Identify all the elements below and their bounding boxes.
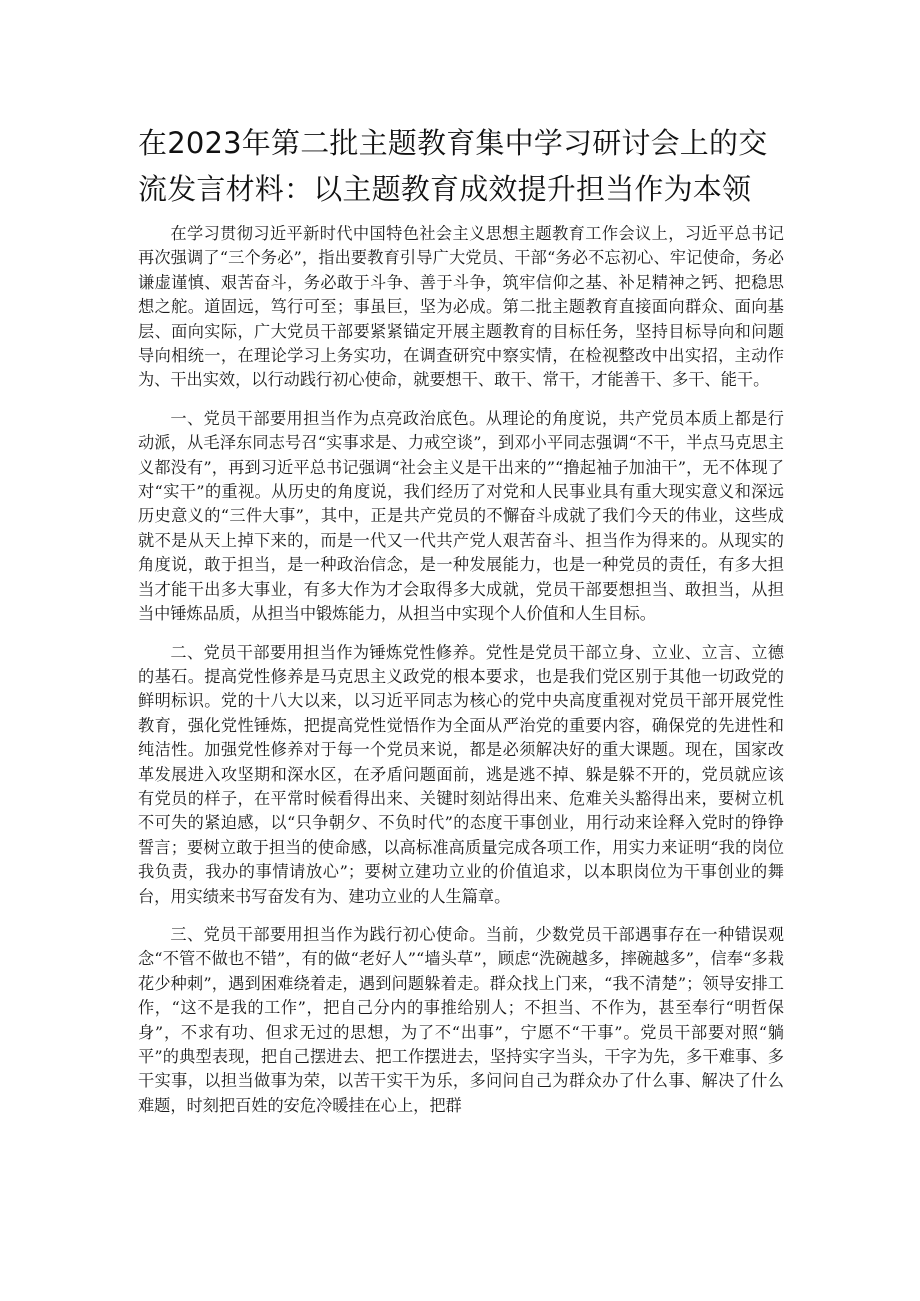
document-title: 在2023年第二批主题教育集中学习研讨会上的交流发言材料：以主题教育成效提升担当作为本领 bbox=[138, 126, 768, 206]
section-two-paragraph: 二、党员干部要用担当作为锤炼党性修养。党性是党员干部立身、立业、立言、立德的基石。提高党性修养是马克思主义政党的根本要求，也是我们党区别于其他一切政党的鲜明标识。党的十八大以来，以习近平同志为核心的党中央高度重视对党员干部开展党性教育，强化党性锤炼，把提高党性觉悟作为全面从严治党的重要内容，确保党的先进性和纯洁性。加强党性修养对于每一个党员来说，都是必须解决好的重大课题。现在，国家改革发展进入攻坚期和深水区，在矛盾问题面前，逃是逃不掉、躲是躲不开的，党员就应该有党员的样子，在平常时候看得出来、关键时刻站得出来、危难关头豁得出来，要树立机不可失的紧迫感，以“只争朝夕、不负时代”的态度干事创业，用行动来诠释入党时的铮铮誓言；要树立敢于担当的使命感，以高标准高质量完成各项工作，用实力来证明“我的岗位我负责，我办的事情请放心”；要树立建功立业的价值追求，以本职岗位为干事创业的舞台，用实绩来书写奋发有为、建功立业的人生篇章。 bbox=[138, 642, 784, 906]
section-three-paragraph: 三、党员干部要用担当作为践行初心使命。当前，少数党员干部遇事存在一种错误观念“不管不做也不错”，有的做“老好人”“墙头草”，顾虑“洗碗越多，摔碗越多”，信奉“多栽花少种刺”，遇到困难绕着走，遇到问题躲着走。群众找上门来，“我不清楚”；领导安排工作，“这不是我的工作”，把自己分内的事推给别人；不担当、不作为，甚至奉行“明哲保身”，不求有功、但求无过的思想，为了不“出事”，宁愿不“干事”。党员干部要对照“躺平”的典型表现，把自己摆进去、把工作摆进去，坚持实字当头，干字为先，多干难事、多干实事，以担当做事为荣，以苦干实干为乐，多问问自己为群众办了什么事、解决了什么难题，时刻把百姓的安危冷暖挂在心上，把群 bbox=[138, 924, 784, 1115]
intro-paragraph: 在学习贯彻习近平新时代中国特色社会主义思想主题教育工作会议上，习近平总书记再次强调了“三个务必”，指出要教育引导广大党员、干部“务必不忘初心、牢记使命，务必谦虚谨慎、艰苦奋斗，务必敢于斗争、善于斗争，筑牢信仰之基、补足精神之钙、把稳思想之舵。道固远，笃行可至；事虽巨，坚为必成。第二批主题教育直接面向群众、面向基层、面向实际，广大党员干部要紧紧锚定开展主题教育的目标任务，坚持目标导向和问题导向相统一，在理论学习上务实功，在调查研究中察实情，在检视整改中出实招，主动作为、干出实效，以行动践行初心使命，就要想干、敢干、常干，才能善干、多干、能干。 bbox=[138, 224, 784, 390]
document-page bbox=[138, 120, 784, 1132]
section-one-paragraph: 一、党员干部要用担当作为点亮政治底色。从理论的角度说，共产党员本质上都是行动派，从毛泽东同志号召“实事求是、力戒空谈”，到邓小平同志强调“不干，半点马克思主义都没有”，再到习近平总书记强调“社会主义是干出来的”“撸起袖子加油干”，无不体现了对“实干”的重视。从历史的角度说，我们经历了对党和人民事业具有重大现实意义和深远历史意义的“三件大事”，其中，正是共产党员的不懈奋斗成就了我们今天的伟业，这些成就不是从天上掉下来的，而是一代又一代共产党人艰苦奋斗、担当作为得来的。从现实的角度说，敢于担当，是一种政治信念，是一种发展能力，也是一种党员的责任，有多大担当才能干出多大事业，有多大作为才会取得多大成就，党员干部要想担当、敢担当，从担当中锤炼品质，从担当中锻炼能力，从担当中实现个人价值和人生目标。 bbox=[138, 408, 784, 624]
